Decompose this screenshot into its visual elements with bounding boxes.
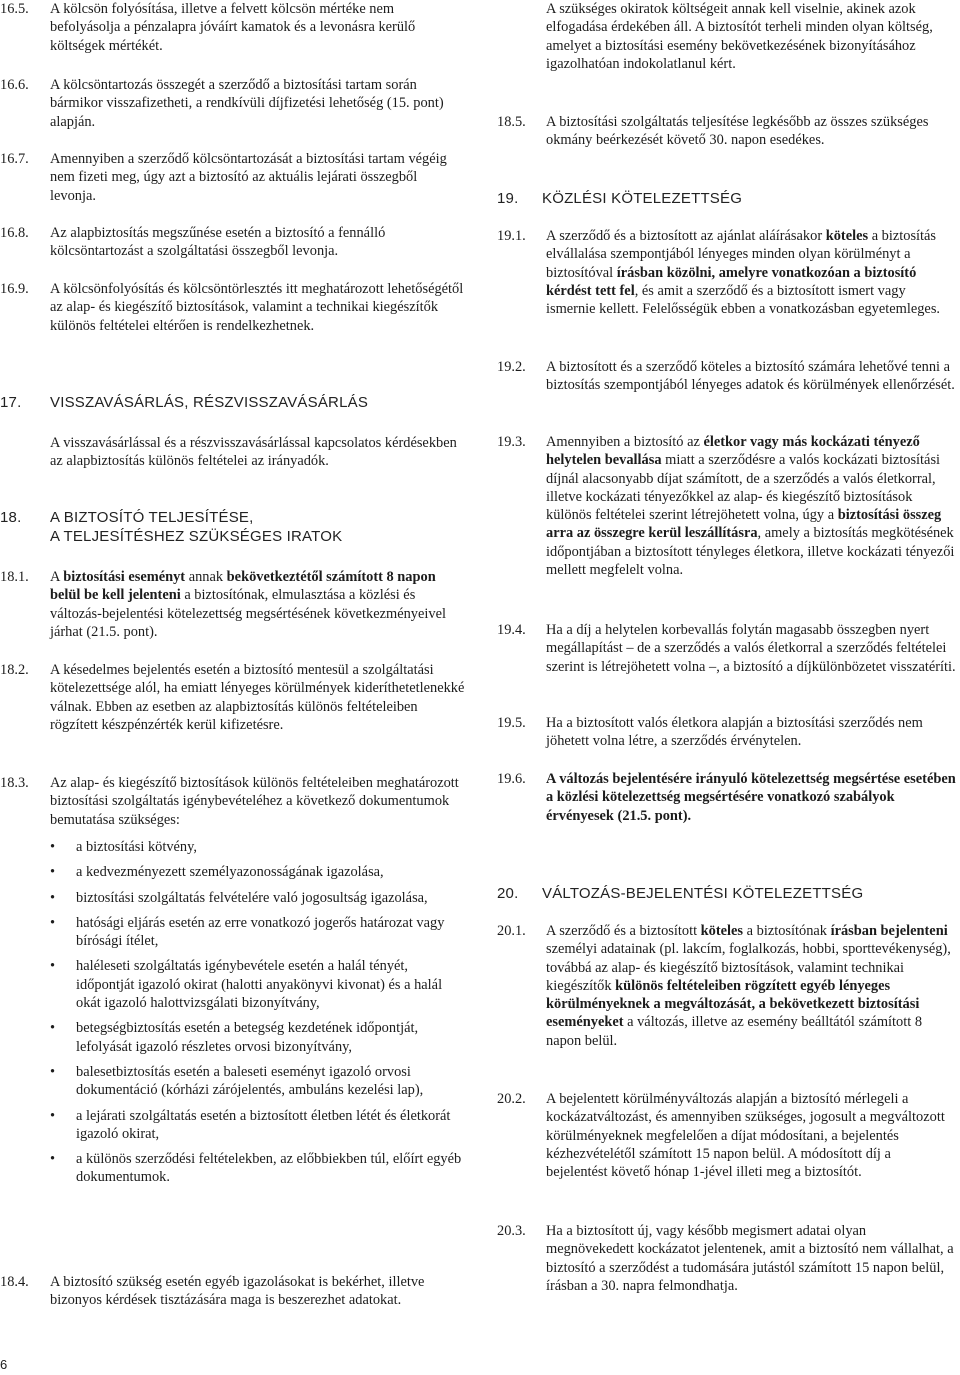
clause-18-5 bbox=[497, 113, 956, 150]
clause-18-1 bbox=[0, 568, 466, 641]
section-number: 20. bbox=[497, 885, 519, 902]
clause-19-4 bbox=[497, 621, 956, 676]
list-item: • a kedvezményezett személyazonosságának igazolása, bbox=[50, 864, 384, 881]
clause-number: 16.6. bbox=[0, 77, 29, 93]
clause-text: A szerződő és a biztosított az ajánlat aláírásakor köteles a biztosítás elvállalása szempontjából lényeges minden olyan körülményt a biztosítóval írásban közölni, amelyre vonatkozóan a biztosító kérdést tett fel, és amit a szerződő és a biztosított ismert vagy ismernie kellett. Felelősségük ebben a vonatkozásban egyetemleges. bbox=[546, 228, 941, 318]
clause-text: Ha a díj a helytelen korbevallás folytán magasabb összegben nyert megállapítást – de a szerződés a valós életkorral a szerződés feltételei szerint is létrejöhetett volna –, a biztosító a díjkülönbözetet visszatéríti. bbox=[546, 622, 956, 675]
clause-text: A kölcsön folyósítása, illetve a felvett kölcsön mértéke nem befolyásolja a pénzalapra jóváírt kamatok és a levonásra kerülő költségek mértékét. bbox=[50, 1, 416, 54]
clause-20-2 bbox=[497, 1090, 956, 1181]
section-number: 18. bbox=[0, 509, 22, 526]
clause-19-6 bbox=[497, 770, 956, 825]
clause-number: 16.9. bbox=[0, 281, 29, 297]
clause-number: 19.1. bbox=[497, 228, 526, 244]
clause-text: A késedelmes bejelentés esetén a biztosító mentesül a szolgáltatási kötelezettsége alól, ha emiatt lényeges körülmények kideríthetetlenekké válnak. Ebben az esetben az alapbiztosítás különös feltételeiben rögzített készpénzérték kerül kifizetésre. bbox=[50, 662, 465, 733]
section-17-text: A visszavásárlással és a részvisszavásárlással kapcsolatos kérdésekben az alapbiztosítás különös feltételei az irányadók. bbox=[50, 435, 457, 470]
clause-18-4 bbox=[0, 1273, 466, 1310]
clause-number: 20.3. bbox=[497, 1223, 526, 1239]
clause-19-2 bbox=[497, 358, 956, 395]
clause-16-5 bbox=[0, 0, 466, 55]
clause-text: A változás bejelentésére irányuló kötelezettség megsértése esetében a közlési kötelezettség megsértésére vonatkozó szabályok érvényesek (21.5. pont). bbox=[546, 771, 956, 824]
list-item: • a különös szerződési feltételekben, az előbbiekben túl, előírt egyéb dokumentumok. bbox=[50, 1151, 462, 1186]
clause-16-6 bbox=[0, 76, 466, 131]
clause-16-9 bbox=[0, 280, 466, 335]
clause-19-5 bbox=[497, 714, 956, 751]
clause-18-3 bbox=[0, 774, 466, 829]
clause-text: Ha a biztosított új, vagy később megismert adatai olyan megnövekedett kockázatot jelentenek, amit a biztosító nem vállalhat, a biztosító a szerződést a tudomására jutástól számított 15 napon belül, írásban a 30. napra felmondhatja. bbox=[546, 1223, 954, 1294]
clause-text: Amennyiben a biztosító az életkor vagy más kockázati tényező helytelen bevallása miatt a szerződésre a valós kockázati biztosítási díjnál alacsonyabb díjat számított, de a szerződés a valós életkorral, illetve kockázati tényezőkkel az alap- és kiegészítő biztosítások különös feltételei szerint létrejöhetett volna, úgy a biztosítási összeg arra az összegre kerül leszállításra, amely a biztosítás megkötésének időpontjában a biztosított tényleges életkora, illetve kockázati tényezői mellett megfelelt volna. bbox=[546, 434, 955, 579]
clause-number: 16.5. bbox=[0, 1, 29, 17]
section-19-heading bbox=[497, 189, 956, 208]
clause-text: A kölcsöntartozás összegét a szerződő a biztosítási tartam során bármikor visszafizetheti, a rendkívüli díjfizetési lehetőség (15. pont) alapján. bbox=[50, 77, 444, 130]
clause-number: 16.8. bbox=[0, 225, 29, 241]
page-number: 6 bbox=[0, 1357, 8, 1372]
section-18-heading bbox=[0, 508, 466, 546]
section-number: 17. bbox=[0, 394, 22, 411]
clause-number: 19.5. bbox=[497, 715, 526, 731]
clause-16-8 bbox=[0, 224, 466, 261]
section-title: VÁLTOZÁS-BEJELENTÉSI KÖTELEZETTSÉG bbox=[542, 885, 864, 902]
clause-16-7 bbox=[0, 150, 466, 205]
list-item: • betegségbiztosítás esetén a betegség kezdetének időpontját, lefolyását igazoló részletes orvosi bizonyítvány, bbox=[50, 1020, 419, 1055]
clause-20-3 bbox=[497, 1222, 956, 1295]
clause-number: 20.1. bbox=[497, 923, 526, 939]
clause-number: 16.7. bbox=[0, 151, 29, 167]
clause-18-4-continued: A szükséges okiratok költségeit annak kell viselnie, akinek azok elfogadása érdekében áll. A biztosítót terheli minden olyan költség, amelyet a biztosítási esemény bekövetkezésének bizonyításához igazolhatóan indokolatlanul kért. bbox=[546, 1, 933, 72]
clause-number: 19.2. bbox=[497, 359, 526, 375]
clause-text: A bejelentett körülményváltozás alapján a biztosító mérlegeli a kockázatváltozást, és amennyiben szükséges, jogosult a megváltozott körülményeknek megfelelően a díjat módosítani, a bejelentés kézhezvételétől számított 15 napon belül. A módosított díj a bejelentést követő hónap 1-jével illeti meg a biztosítót. bbox=[546, 1091, 945, 1181]
clause-text: Az alapbiztosítás megszűnése esetén a biztosító a fennálló kölcsöntartozást a szolgáltatási összegből levonja. bbox=[50, 225, 386, 260]
list-item: • balesetbiztosítás esetén a baleseti eseményt igazoló orvosi dokumentáció (kórházi zárójelentés, ambuláns kezelési lap), bbox=[50, 1063, 424, 1099]
clause-text: A biztosított és a szerződő köteles a biztosító számára lehetővé tenni a biztosítás szempontjából lényeges adatok és körülmények ellenőrzését. bbox=[546, 359, 955, 394]
clause-text: Amennyiben a szerződő kölcsöntartozását a biztosítási tartam végéig nem fizeti meg, úgy azt a biztosító az aktuális lejárati összegből levonja. bbox=[50, 151, 447, 204]
section-title: VISSZAVÁSÁRLÁS, RÉSZVISSZAVÁSÁRLÁS bbox=[50, 394, 369, 411]
clause-text: A biztosítási eseményt annak bekövetkeztétől számított 8 napon belül be kell jelenteni a biztosítónak, elmulasztása a közlési és változás-bejelentési kötelezettség megsértésének következményeivel járhat (21.5. pont). bbox=[50, 569, 446, 640]
clause-19-1 bbox=[497, 227, 956, 318]
clause-number: 20.2. bbox=[497, 1091, 526, 1107]
clause-text: Ha a biztosított valós életkora alapján a biztosítási szerződés nem jöhetett volna létre, a szerződés érvénytelen. bbox=[546, 715, 923, 750]
list-item: • haléleseti szolgáltatás igénybevétele esetén a halál tényét, időpontját igazoló okirat (halotti anyakönyvi kivonat) és a halál okát igazoló halottvizsgálati bizonyítvány, bbox=[50, 958, 443, 1012]
section-20-heading bbox=[497, 884, 956, 903]
section-number: 19. bbox=[497, 190, 519, 207]
clause-18-2 bbox=[0, 661, 466, 734]
clause-number: 19.6. bbox=[497, 771, 526, 787]
clause-number: 19.3. bbox=[497, 434, 526, 450]
clause-19-3 bbox=[497, 433, 956, 579]
section-title: KÖZLÉSI KÖTELEZETTSÉG bbox=[542, 190, 743, 207]
clause-number: 18.3. bbox=[0, 775, 29, 791]
document-list bbox=[0, 838, 466, 1187]
section-title: A BIZTOSÍTÓ TELJESÍTÉSE, A TELJESÍTÉSHEZ SZÜKSÉGES IRATOK bbox=[50, 509, 343, 545]
clause-text: A kölcsönfolyósítás és kölcsöntörlesztés itt meghatározott lehetőségétől az alap- és kiegészítő biztosítások, valamint a technikai kiegészítők különös feltételei eltérően is rendelkezhetnek. bbox=[50, 281, 464, 334]
list-item: • biztosítási szolgáltatás felvételére való jogosultság igazolása, bbox=[50, 889, 428, 906]
clause-text: A biztosító szükség esetén egyéb igazolásokat is bekérhet, illetve bizonyos kérdések tisztázására maga is beszerezhet adatokat. bbox=[50, 1274, 425, 1309]
list-item: • a biztosítási kötvény, bbox=[50, 839, 197, 855]
section-17-heading bbox=[0, 393, 466, 412]
clause-number: 18.4. bbox=[0, 1274, 29, 1290]
list-item: • hatósági eljárás esetén az erre vonatkozó jogerős határozat vagy bírósági ítélet, bbox=[50, 914, 445, 950]
clause-number: 18.1. bbox=[0, 569, 29, 585]
clause-number: 18.5. bbox=[497, 114, 526, 130]
clause-20-1 bbox=[497, 922, 956, 1050]
clause-text: A biztosítási szolgáltatás teljesítése legkésőbb az összes szükséges okmány beérkezését követő 30. napon esedékes. bbox=[546, 114, 929, 149]
clause-number: 19.4. bbox=[497, 622, 526, 638]
clause-number: 18.2. bbox=[0, 662, 29, 678]
list-item: • a lejárati szolgáltatás esetén a biztosított életben létét és életkorát igazoló okirat, bbox=[50, 1107, 451, 1142]
clause-text: A szerződő és a biztosított köteles a biztosítónak írásban bejelenteni személyi adatainak (pl. lakcím, foglalkozás, hobbi, sporttevékenység), továbbá az alap- és kiegészítő biztosítások, valamint technikai kiegészítők különös feltételeiben rögzített egyéb lényeges körülményeknek a megváltozását, a bekövetkezett biztosítási eseményeket a változás, illetve az esemény beálltától számított 8 napon belül. bbox=[546, 923, 951, 1049]
clause-text: Az alap- és kiegészítő biztosítások különös feltételeiben meghatározott biztosítási szolgáltatás igénybevételéhez a következő dokumentumok bemutatása szükséges: bbox=[50, 775, 459, 828]
